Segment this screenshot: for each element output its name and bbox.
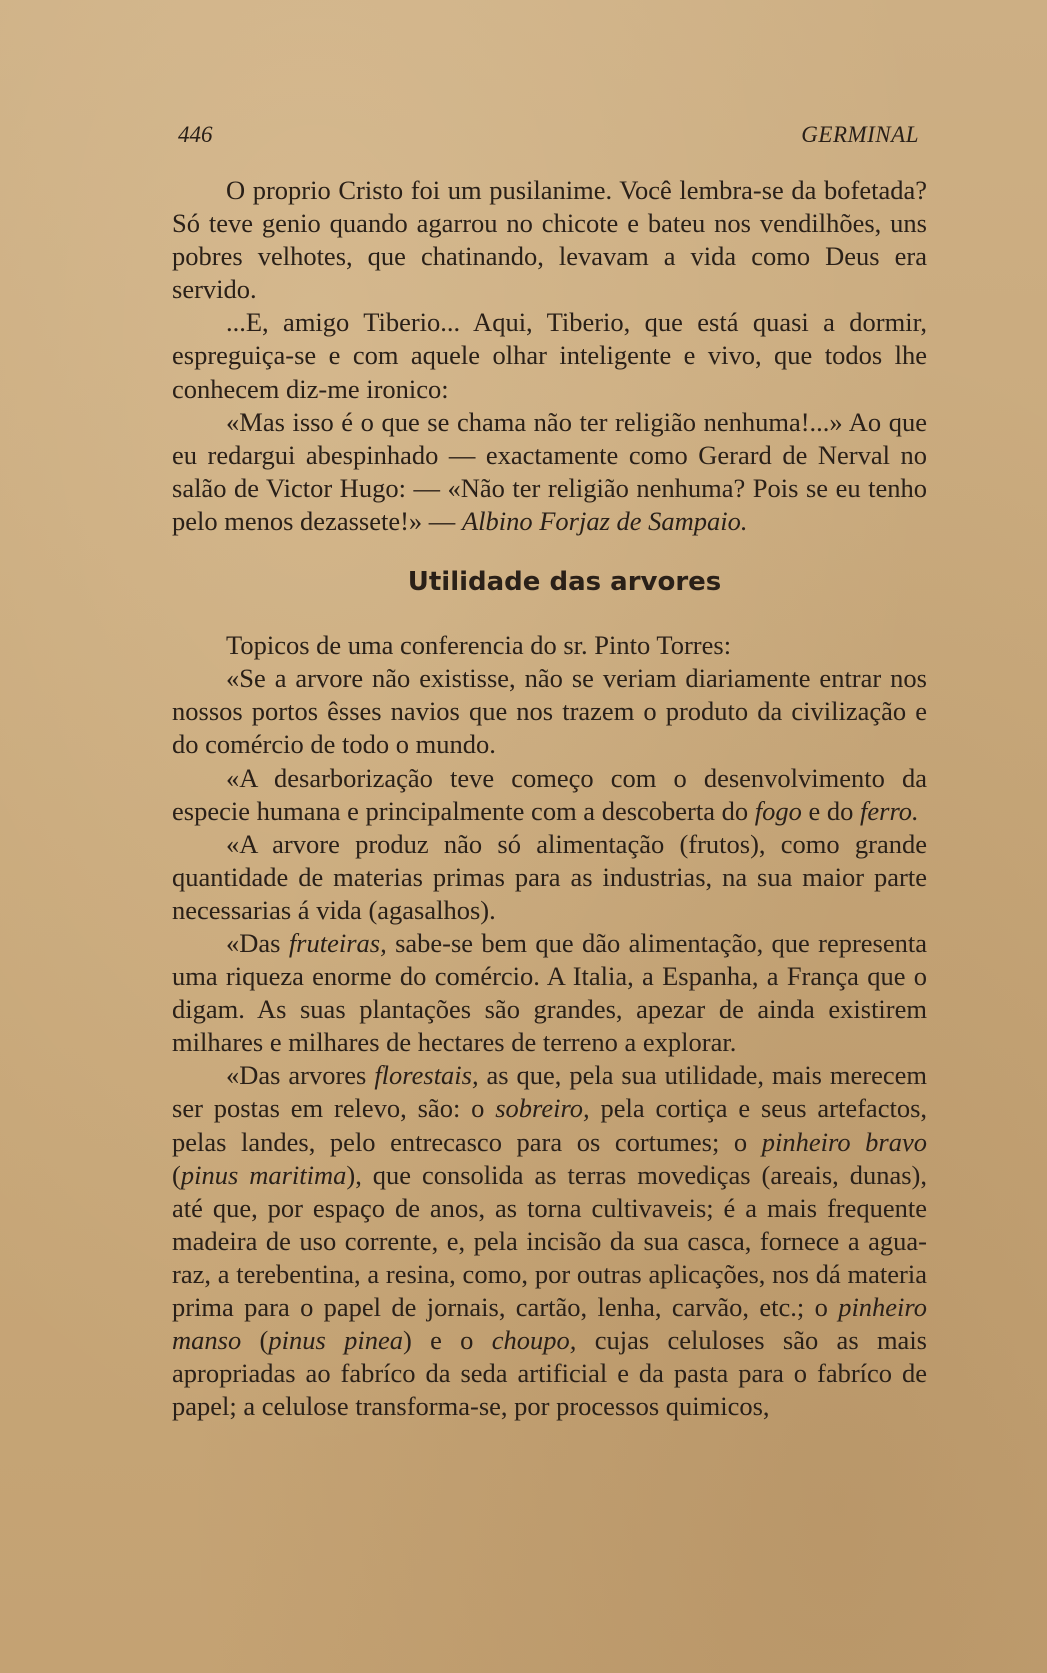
paragraph-text: «Mas isso é o que se chama não ter religião nenhuma!...» Ao que eu redargui abespinhado — exactamente como Gerard de Nerval no salão de Victor Hugo: — «Não ter religião nenhuma? Pois se eu tenho pelo menos dezassete!» — (172, 406, 927, 536)
paragraph-text: pela cortiça e seus artefactos, pelas landes, pelo entrecasco para os cortumes; o (172, 1093, 928, 1157)
italic-term: fogo (754, 795, 802, 826)
paragraph-text: sabe-se bem que dão alimentação, que representa uma riqueza enorme do comércio. A Italia, a Espanha, a França que o digam. As suas plantações são grandes, apezar de ainda existirem milhares e milhares de hectares de terreno a explorar. (172, 927, 928, 1058)
paragraph-text: Topicos de uma conferencia do sr. Pinto Torres: (226, 630, 732, 661)
paragraph-text: O proprio Cristo foi um pusilanime. Você lembra-se da bofetada? Só teve genio quando agarrou no chicote e bateu nos vendilhões, uns pobres velhotes, que chatinando, levavam a vida como Deus era servido. (172, 175, 927, 305)
paragraph (172, 306, 927, 405)
running-head (172, 118, 927, 174)
paragraph-text: «A arvore produz não só alimentação (frutos), como grande quantidade de materias primas para as industrias, na sua maior parte necessarias á vida (agasalhos). (172, 828, 927, 925)
italic-term: fruteiras, (288, 927, 387, 958)
paragraph-text: e do (808, 795, 854, 826)
paragraph-text: ) e o (402, 1325, 474, 1356)
paragraph (172, 174, 927, 306)
italic-term: ferro. (860, 795, 919, 826)
paragraph-text: «Se a arvore não existisse, não se veriam diariamente entrar nos nossos portos êsses navios que nos trazem o produto da civilização e do comércio de todo o mundo. (172, 663, 927, 760)
paragraph (172, 762, 927, 828)
paragraph-text: «A desarborização teve começo com o desenvolvimento da especie humana e principalmente com a descoberta do (172, 762, 927, 826)
paragraph (172, 629, 927, 662)
italic-term: florestais, (374, 1060, 479, 1091)
paragraph-text: «Das (226, 927, 281, 958)
author-signature: Albino Forjaz de Sampaio. (461, 505, 748, 536)
paragraph (172, 662, 927, 761)
running-title: GERMINAL (801, 122, 919, 147)
italic-term: pinus pinea (268, 1325, 403, 1356)
paragraph (172, 1059, 927, 1423)
italic-term: choupo, (491, 1325, 577, 1356)
italic-term: sobreiro, (495, 1093, 590, 1124)
paragraph-text: ( (259, 1325, 269, 1356)
page-text (172, 118, 927, 1423)
italic-term: pinheiro bravo (761, 1126, 928, 1157)
section-title: Utilidade das arvores (407, 567, 722, 598)
paragraph-text: ), que consolida as terras movediças (areais, dunas), até que, por espaço de anos, as torna cultivaveis; é a mais frequente madeira de uso corrente, e, pela incisão da sua casca, fornece a agua-raz, a terebentina, a resina, como, por outras aplicações, nos dá materia prima para o papel de jornais, cartão, lenha, carvão, etc.; o (172, 1159, 927, 1322)
paragraph-text: as que, pela sua utilidade, mais merecem ser postas em relevo, são: o (172, 1060, 928, 1124)
italic-term: pinheiro manso (172, 1292, 928, 1356)
paragraph-text: ...E, amigo Tiberio... Aqui, Tiberio, que está quasi a dormir, espreguiça-se e com aquele olhar inteligente e vivo, que todos lhe conhecem diz-me ironico: (172, 307, 927, 404)
paragraph-text: ( (172, 1159, 181, 1190)
page-number: 446 (178, 122, 213, 147)
paragraph (172, 406, 927, 538)
paragraph-text: cujas celuloses são as mais apropriadas ao fabríco da seda artificial e da pasta para o fabríco de papel; a celulose transforma-se, por processos quimicos, (172, 1325, 927, 1422)
paragraph (172, 828, 927, 927)
paragraph (172, 927, 927, 1059)
paragraph-text: «Das arvores (226, 1060, 367, 1091)
italic-term: pinus maritima (180, 1159, 347, 1190)
